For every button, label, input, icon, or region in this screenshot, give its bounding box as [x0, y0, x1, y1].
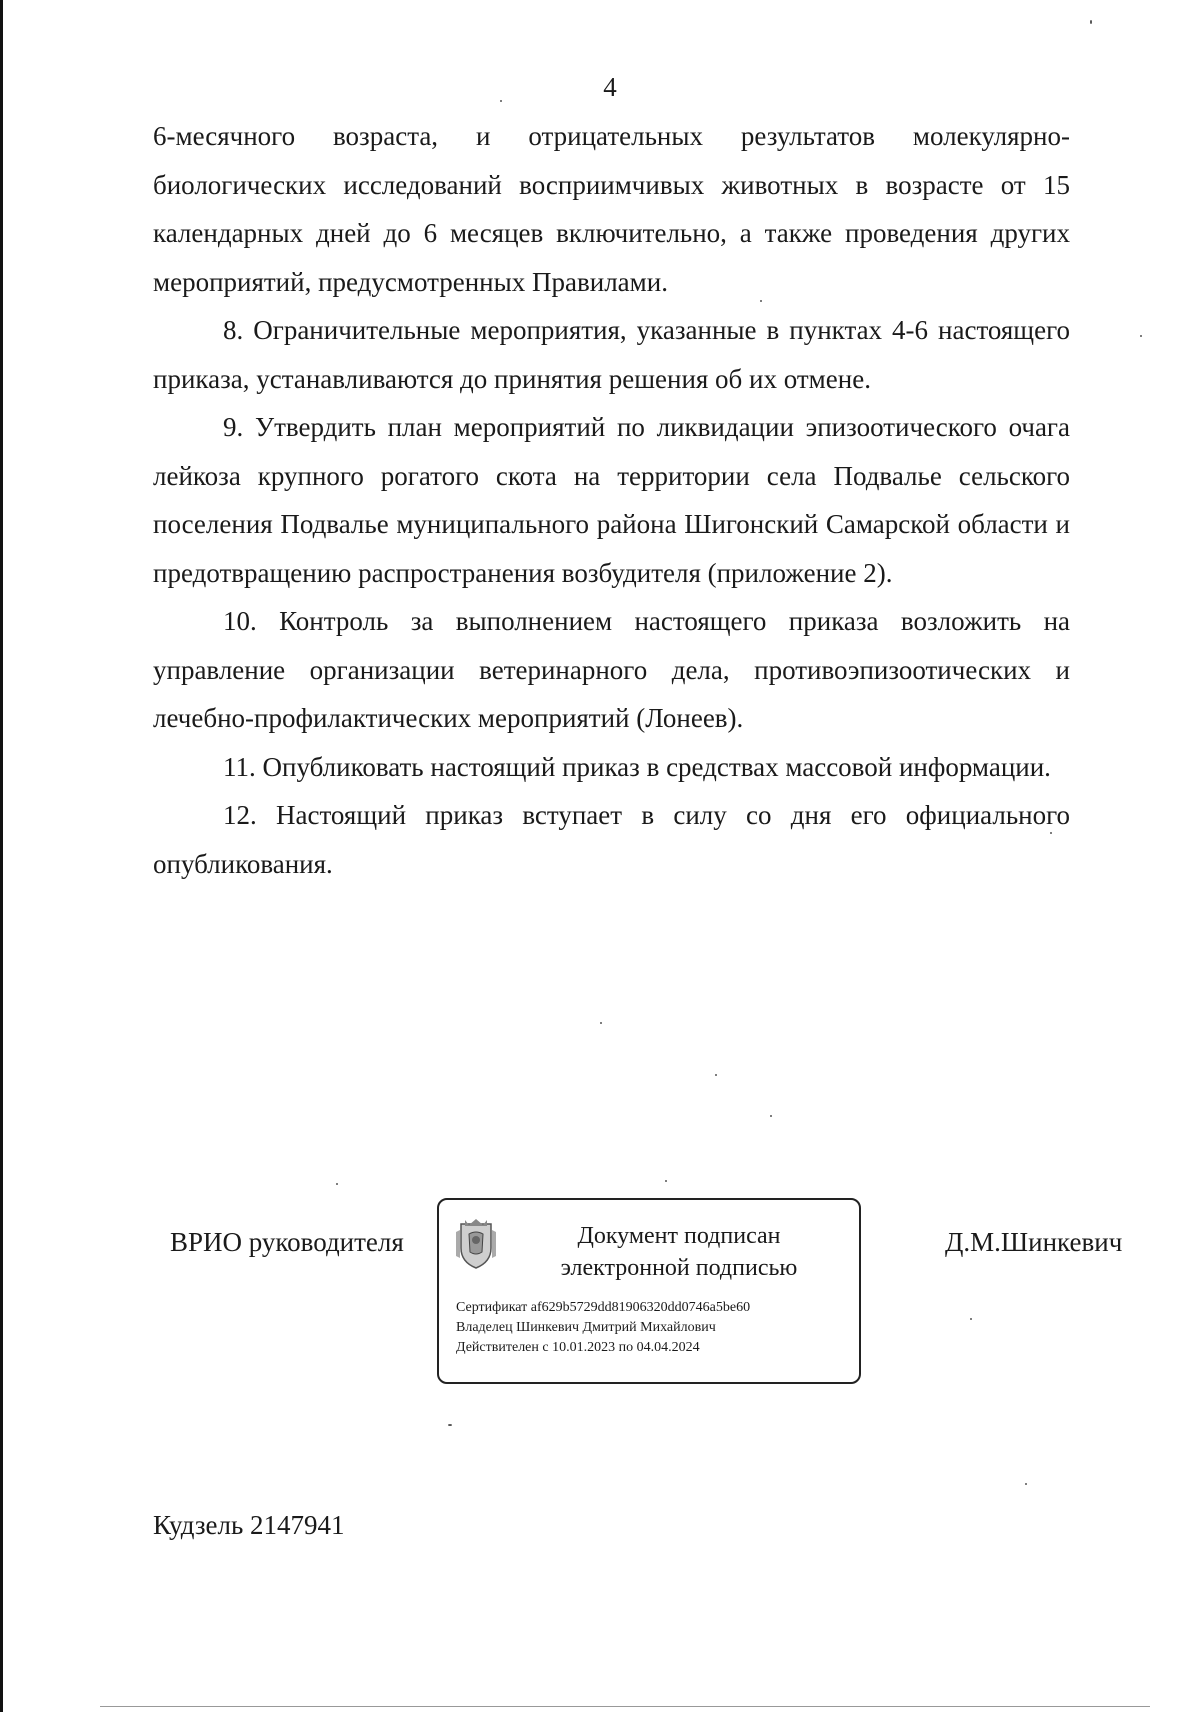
paragraph-continuation: 6-месячного возраста, и отрицательных результатов молекулярно-биологических исследований восприимчивых животных в возрасте от 15 календарных дней до 6 месяцев включительно, а также проведения других мероприятий, предусмотренных Правилами. — [153, 121, 1070, 297]
scan-speck — [500, 100, 502, 102]
e-signature-stamp — [437, 1198, 861, 1384]
scan-speck — [770, 1115, 772, 1117]
stamp-validity: Действителен с 10.01.2023 по 04.04.2024 — [456, 1340, 700, 1355]
paragraph-12: 12. Настоящий приказ вступает в силу со дня его официального опубликования. — [153, 800, 1070, 879]
scan-speck — [760, 300, 762, 302]
paragraph-11: 11. Опубликовать настоящий приказ в средствах массовой информации. — [223, 751, 1051, 782]
scan-edge-bottom — [100, 1706, 1150, 1707]
stamp-title-line1: Документ подписан — [577, 1223, 781, 1249]
paragraph-8: 8. Ограничительные мероприятия, указанные в пунктах 4-6 настоящего приказа, устанавливаются до принятия решения об их отмене. — [153, 315, 1070, 394]
signatory-name: Д.М.Шинкевич — [945, 1227, 1123, 1257]
scan-speck — [336, 1183, 338, 1185]
samara-coat-of-arms-icon — [455, 1218, 497, 1270]
scan-speck — [970, 1318, 972, 1320]
scan-edge — [0, 0, 3, 1712]
scan-speck — [715, 1074, 717, 1076]
paragraph-9: 9. Утвердить план мероприятий по ликвидации эпизоотического очага лейкоза крупного рогатого скота на территории села Подвалье сельского поселения Подвалье муниципального района Шигонский Самарской области и предотвращению распространения возбудителя (приложение 2). — [153, 412, 1070, 588]
scan-speck — [665, 1180, 667, 1182]
scan-speck — [1025, 1483, 1027, 1485]
body-text — [153, 112, 1070, 888]
stamp-title-line2: электронной подписью — [560, 1255, 798, 1281]
scan-speck — [1140, 335, 1142, 337]
page-number: 4 — [603, 72, 617, 102]
stamp-title — [549, 1220, 809, 1284]
scan-speck — [1090, 20, 1092, 24]
stamp-certificate: Сертификат af629b5729dd81906320dd0746a5be60 — [456, 1300, 751, 1315]
scan-speck — [1050, 832, 1052, 834]
executor-contact: Кудзель 2147941 — [153, 1510, 345, 1540]
scan-speck — [600, 1022, 602, 1024]
signatory-role: ВРИО руководителя — [170, 1227, 404, 1257]
stamp-details — [456, 1298, 856, 1358]
scan-speck — [448, 1424, 452, 1426]
stamp-owner: Владелец Шинкевич Дмитрий Михайлович — [456, 1320, 716, 1335]
paragraph-10: 10. Контроль за выполнением настоящего приказа возложить на управление организации ветеринарного дела, противоэпизоотических и лечебно-профилактических мероприятий (Лонеев). — [153, 606, 1070, 733]
